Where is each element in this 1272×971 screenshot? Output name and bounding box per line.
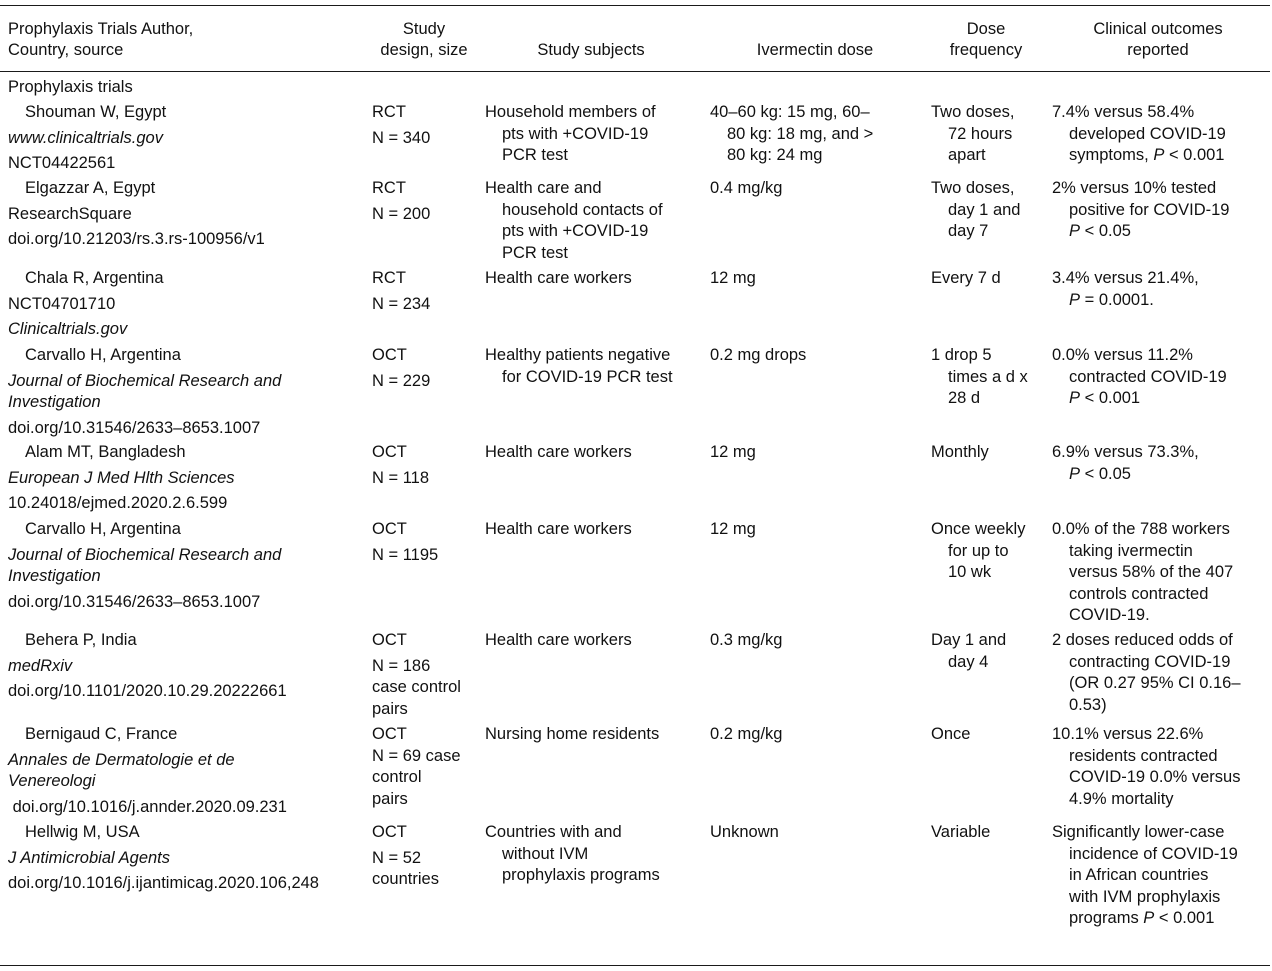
table-row-dose-cell: 40–60 kg: 15 mg, 60– 80 kg: 18 mg, and > 80 kg: 24 mg xyxy=(710,103,874,164)
table-row-frequency-cell: Once xyxy=(931,725,971,743)
table-row-author-cell: Carvallo H, Argentina Journal of Biochemical Research and Investigation doi.org/10.31546/2633–8653.1007 xyxy=(8,520,282,611)
table-row-design-cell: OCT N = 1195 xyxy=(372,520,439,564)
table-row-dose-cell: 12 mg xyxy=(710,443,756,461)
table-row-design-cell: OCT N = 118 xyxy=(372,443,430,487)
table-top-rule xyxy=(0,5,1270,6)
header-dose-frequency: Dose frequency xyxy=(949,20,1023,59)
table-row-design-cell: OCT N = 52 countries xyxy=(372,823,439,888)
table-row-dose-cell: 0.3 mg/kg xyxy=(710,631,783,649)
table-row-dose-cell: Unknown xyxy=(710,823,779,841)
table-row-frequency-cell: Day 1 and day 4 xyxy=(931,631,1007,671)
table-row-outcome-cell: 7.4% versus 58.4% developed COVID-19 symptoms, P < 0.001 xyxy=(1052,103,1226,164)
table-row-author-cell: Chala R, Argentina NCT04701710 Clinicaltrials.gov xyxy=(8,269,164,338)
table-row-subjects-cell: Health care and household contacts of pts with +COVID-19 PCR test xyxy=(485,179,663,262)
table-row-frequency-cell: Two doses, day 1 and day 7 xyxy=(931,179,1021,240)
header-clinical-outcomes: Clinical outcomes reported xyxy=(1093,20,1223,59)
table-row-outcome-cell: 6.9% versus 73.3%, P < 0.05 xyxy=(1052,443,1199,483)
table-row-outcome-cell: 0.0% of the 788 workers taking ivermectin versus 58% of the 407 controls contracted COVID-19. xyxy=(1052,520,1234,624)
table-row-author-cell: Bernigaud C, France Annales de Dermatologie et de Venereologi doi.org/10.1016/j.annder.2020.09.231 xyxy=(8,725,287,816)
table-row-outcome-cell: 2% versus 10% tested positive for COVID-19 P < 0.05 xyxy=(1052,179,1230,240)
table-row-author-cell: Alam MT, Bangladesh European J Med Hlth Sciences 10.24018/ejmed.2020.2.6.599 xyxy=(8,443,235,512)
table-row-outcome-cell: Significantly lower-case incidence of COVID-19 in African countries with IVM prophylaxis programs P < 0.001 xyxy=(1052,823,1238,927)
table-row-subjects-cell: Health care workers xyxy=(485,443,632,461)
table-row-subjects-cell: Household members of pts with +COVID-19 PCR test xyxy=(485,103,656,164)
table-row-outcome-cell: 2 doses reduced odds of contracting COVID-19 (OR 0.27 95% CI 0.16– 0.53) xyxy=(1052,631,1241,714)
table-row-design-cell: OCT N = 229 xyxy=(372,346,431,390)
table-row-subjects-cell: Countries with and without IVM prophylaxis programs xyxy=(485,823,660,884)
table-row-outcome-cell: 0.0% versus 11.2% contracted COVID-19 P < 0.001 xyxy=(1052,346,1227,407)
table-row-dose-cell: 0.2 mg drops xyxy=(710,346,807,364)
table-row-frequency-cell: Every 7 d xyxy=(931,269,1001,287)
header-study-subjects: Study subjects xyxy=(537,41,645,59)
table-row-author-cell: Shouman W, Egypt www.clinicaltrials.gov NCT04422561 xyxy=(8,103,167,172)
table-row-design-cell: OCT N = 69 case control pairs xyxy=(372,725,461,808)
table-row-frequency-cell: Variable xyxy=(931,823,991,841)
table-row-frequency-cell: Two doses, 72 hours apart xyxy=(931,103,1015,164)
table-row-design-cell: RCT N = 340 xyxy=(372,103,431,147)
table-row-outcome-cell: 10.1% versus 22.6% residents contracted COVID-19 0.0% versus 4.9% mortality xyxy=(1052,725,1241,808)
header-author-country-source: Prophylaxis Trials Author, Country, source xyxy=(8,20,194,59)
table-row-design-cell: RCT N = 200 xyxy=(372,179,431,223)
header-ivermectin-dose: Ivermectin dose xyxy=(756,41,874,59)
table-row-outcome-cell: 3.4% versus 21.4%, P = 0.0001. xyxy=(1052,269,1199,309)
header-rule xyxy=(0,71,1270,72)
table-row-subjects-cell: Health care workers xyxy=(485,269,632,287)
table-row-dose-cell: 0.2 mg/kg xyxy=(710,725,783,743)
table-row-author-cell: Behera P, India medRxiv doi.org/10.1101/2020.10.29.20222661 xyxy=(8,631,287,700)
table-row-subjects-cell: Health care workers xyxy=(485,631,632,649)
table-row-author-cell: Elgazzar A, Egypt ResearchSquare doi.org/10.21203/rs.3.rs-100956/v1 xyxy=(8,179,265,248)
table-row-subjects-cell: Health care workers xyxy=(485,520,632,538)
table-bottom-rule xyxy=(0,965,1270,966)
table-row-frequency-cell: Monthly xyxy=(931,443,989,461)
table-row-subjects-cell: Nursing home residents xyxy=(485,725,660,743)
table-row-author-cell: Hellwig M, USA J Antimicrobial Agents doi.org/10.1016/j.ijantimicag.2020.106,248 xyxy=(8,823,319,892)
table-row-dose-cell: 12 mg xyxy=(710,269,756,287)
table-row-frequency-cell: 1 drop 5 times a d x 28 d xyxy=(931,346,1028,407)
table-row-author-cell: Carvallo H, Argentina Journal of Biochemical Research and Investigation doi.org/10.31546/2633–8653.1007 xyxy=(8,346,282,437)
table-row-frequency-cell: Once weekly for up to 10 wk xyxy=(931,520,1026,581)
section-label: Prophylaxis trials xyxy=(8,78,133,96)
table-row-dose-cell: 0.4 mg/kg xyxy=(710,179,783,197)
table-row-design-cell: OCT N = 186 case control pairs xyxy=(372,631,461,718)
table-row-subjects-cell: Healthy patients negative for COVID-19 PCR test xyxy=(485,346,673,386)
table-row-dose-cell: 12 mg xyxy=(710,520,756,538)
table-row-design-cell: RCT N = 234 xyxy=(372,269,431,313)
header-study-design-size: Study design, size xyxy=(380,20,468,59)
